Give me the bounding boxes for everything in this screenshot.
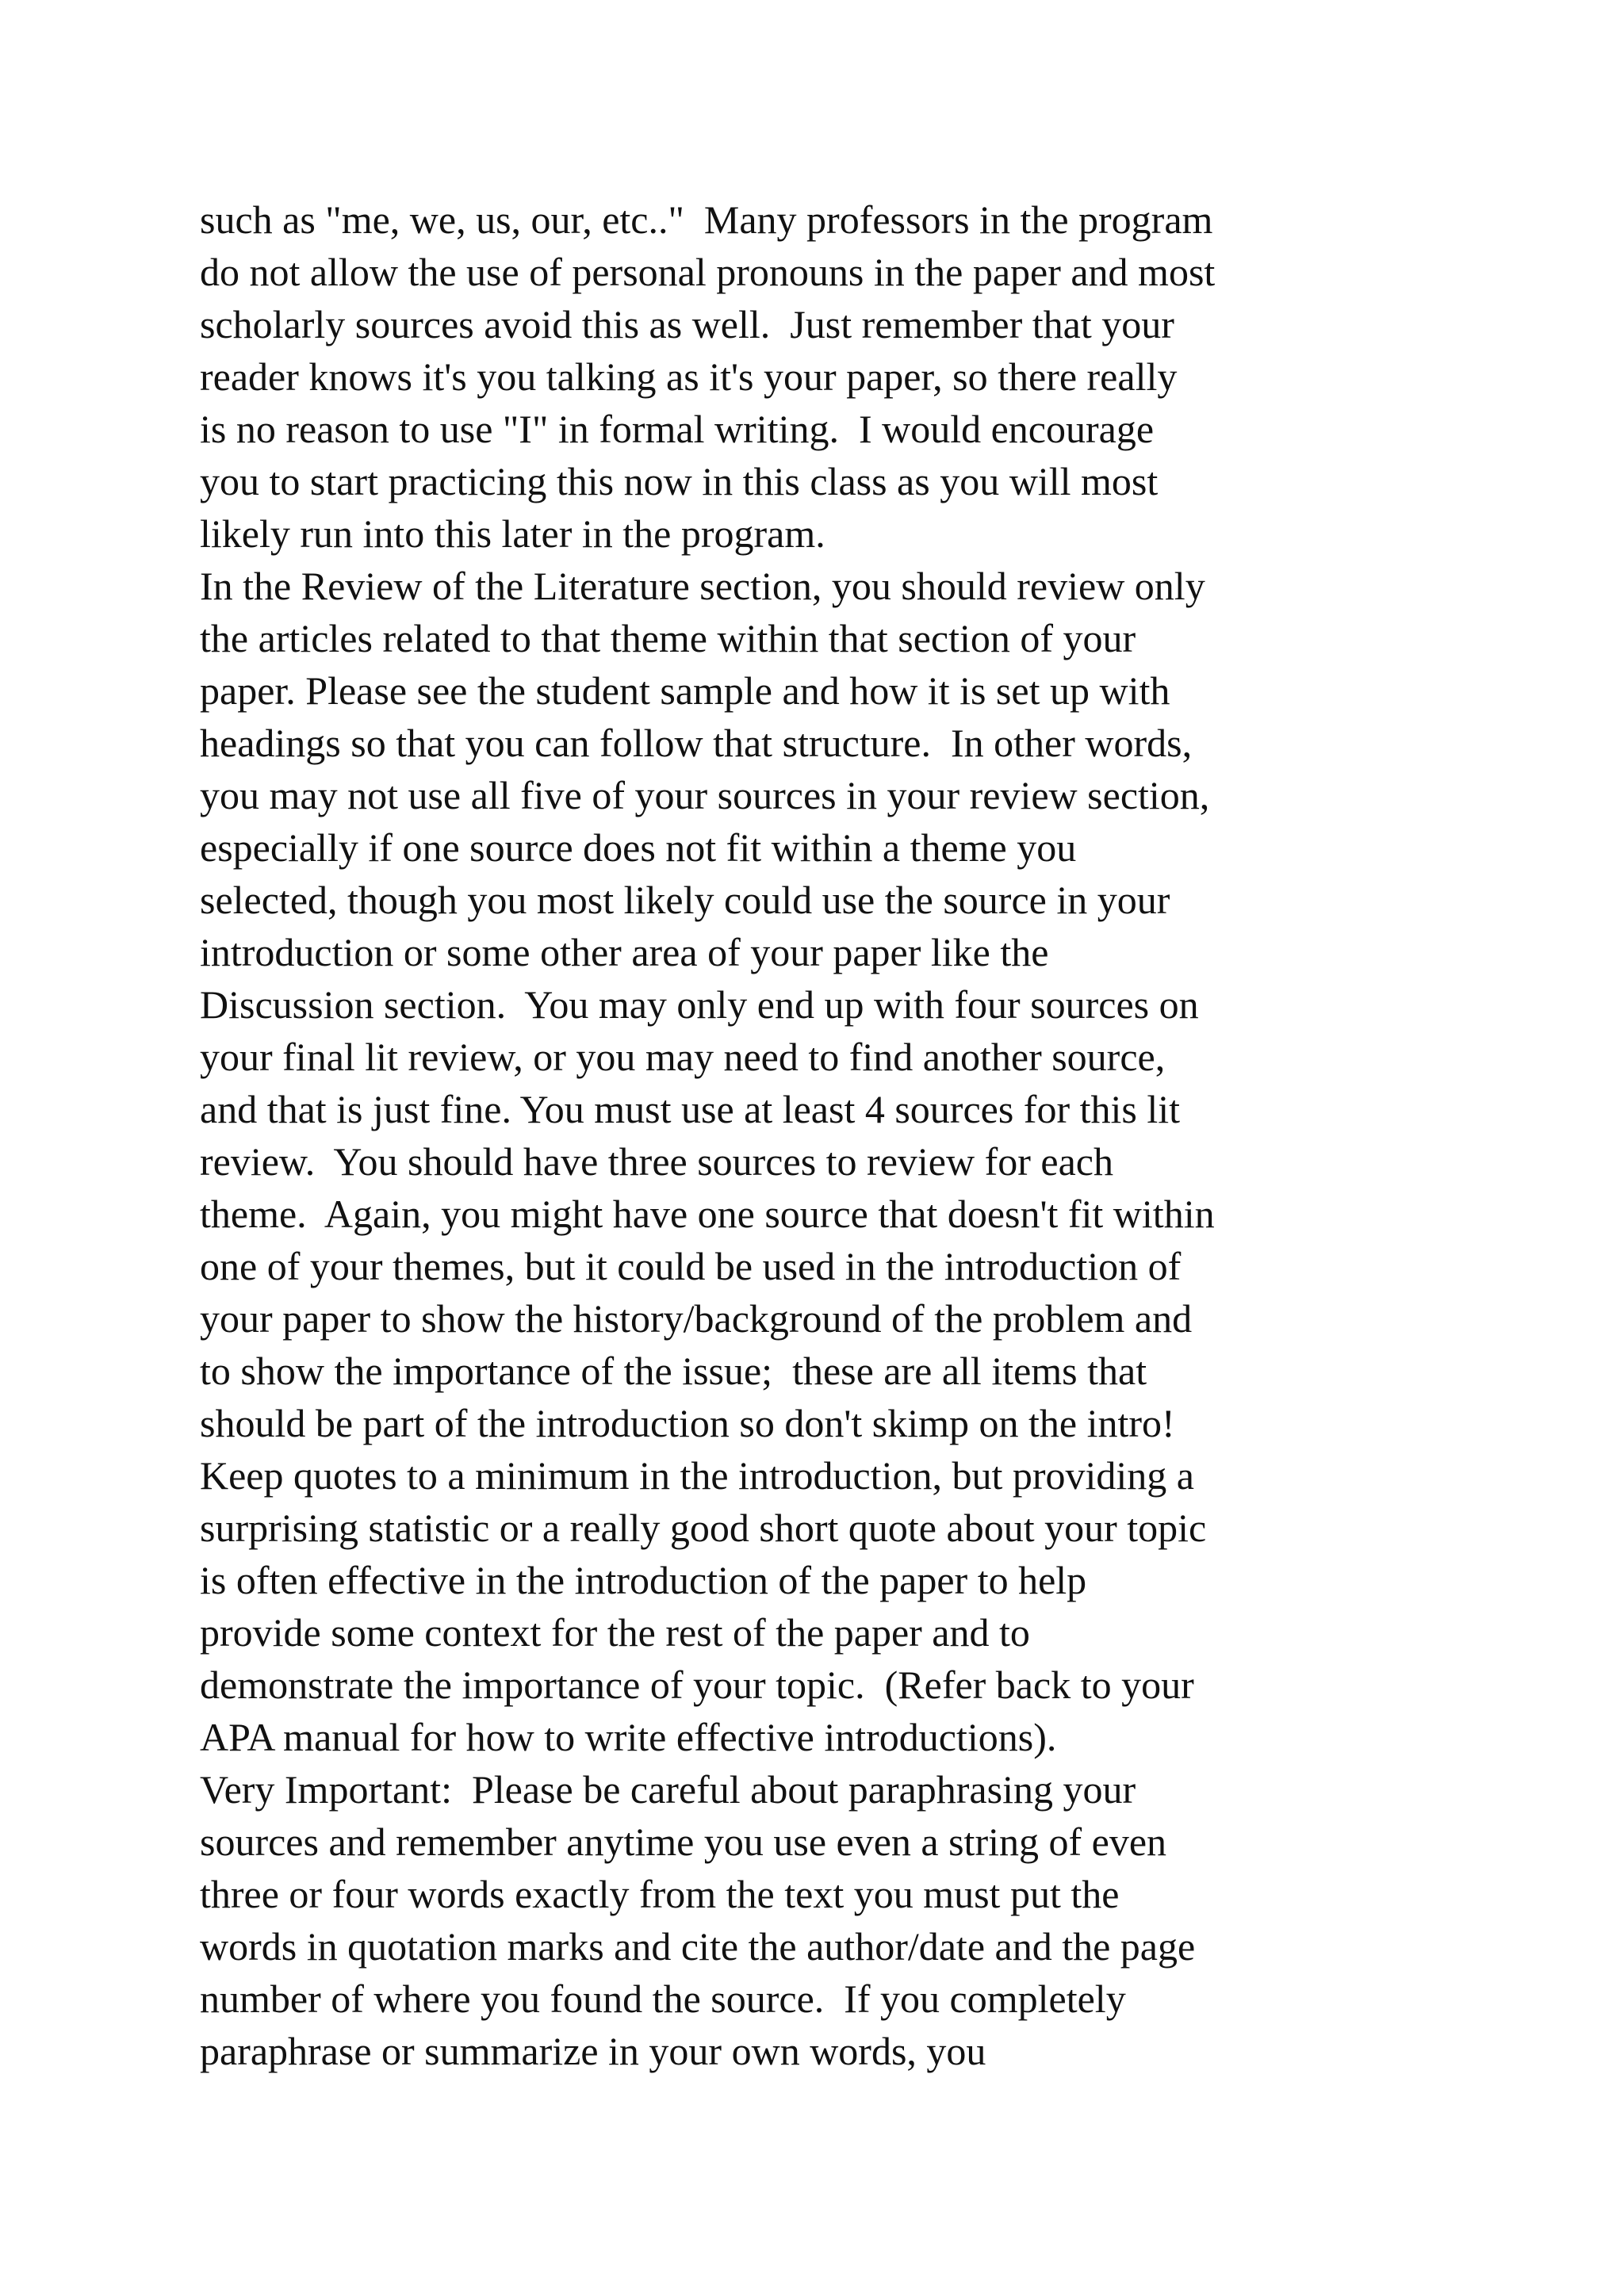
- text-line: one of your themes, but it could be used in the introduction of: [200, 1244, 1182, 1288]
- text-line: review. You should have three sources to review for each: [200, 1139, 1113, 1184]
- text-line: scholarly sources avoid this as well. Just remember that your: [200, 302, 1174, 346]
- text-line: introduction or some other area of your paper like the: [200, 930, 1049, 974]
- text-line: three or four words exactly from the text you must put the: [200, 1872, 1120, 1916]
- text-line: reader knows it's you talking as it's your paper, so there really: [200, 354, 1178, 399]
- text-line: to show the importance of the issue; these are all items that: [200, 1349, 1147, 1393]
- text-line: and that is just fine. You must use at least 4 sources for this lit: [200, 1087, 1181, 1131]
- text-line: the articles related to that theme within that section of your: [200, 616, 1136, 660]
- text-line: your paper to show the history/background of the problem and: [200, 1296, 1193, 1341]
- text-line: In the Review of the Literature section, you should review only: [200, 564, 1205, 608]
- text-line: headings so that you can follow that structure. In other words,: [200, 721, 1193, 765]
- text-line: demonstrate the importance of your topic. (Refer back to your: [200, 1663, 1194, 1707]
- text-line: is no reason to use "I" in formal writing. I would encourage: [200, 407, 1155, 451]
- text-line: Discussion section. You may only end up with four sources on: [200, 982, 1199, 1027]
- text-line: selected, though you most likely could use the source in your: [200, 878, 1170, 922]
- text-line: do not allow the use of personal pronouns in the paper and most: [200, 250, 1216, 294]
- text-line: theme. Again, you might have one source that doesn't fit within: [200, 1192, 1215, 1236]
- text-line: you may not use all five of your sources in your review section,: [200, 773, 1210, 817]
- text-line: likely run into this later in the program.: [200, 511, 825, 556]
- text-line: paper. Please see the student sample and how it is set up with: [200, 668, 1170, 713]
- text-line: such as "me, we, us, our, etc.." Many professors in the program: [200, 197, 1213, 242]
- text-line: surprising statistic or a really good short quote about your topic: [200, 1506, 1207, 1550]
- text-line: Very Important: Please be careful about paraphrasing your: [200, 1767, 1136, 1812]
- text-line: provide some context for the rest of the paper and to: [200, 1610, 1030, 1655]
- body-text: [200, 193, 1437, 2077]
- text-line: paraphrase or summarize in your own words, you: [200, 2029, 986, 2073]
- text-line: especially if one source does not fit within a theme you: [200, 825, 1077, 870]
- text-line: words in quotation marks and cite the author/date and the page: [200, 1924, 1196, 1969]
- text-line: you to start practicing this now in this class as you will most: [200, 459, 1159, 503]
- text-line: APA manual for how to write effective introductions).: [200, 1715, 1057, 1759]
- text-line: Keep quotes to a minimum in the introduction, but providing a: [200, 1453, 1194, 1498]
- text-line: number of where you found the source. If you completely: [200, 1976, 1126, 2021]
- text-line: your final lit review, or you may need to find another source,: [200, 1035, 1166, 1079]
- text-line: is often effective in the introduction of the paper to help: [200, 1558, 1087, 1602]
- text-line: sources and remember anytime you use even a string of even: [200, 1820, 1167, 1864]
- text-line: should be part of the introduction so don't skimp on the intro!: [200, 1401, 1175, 1445]
